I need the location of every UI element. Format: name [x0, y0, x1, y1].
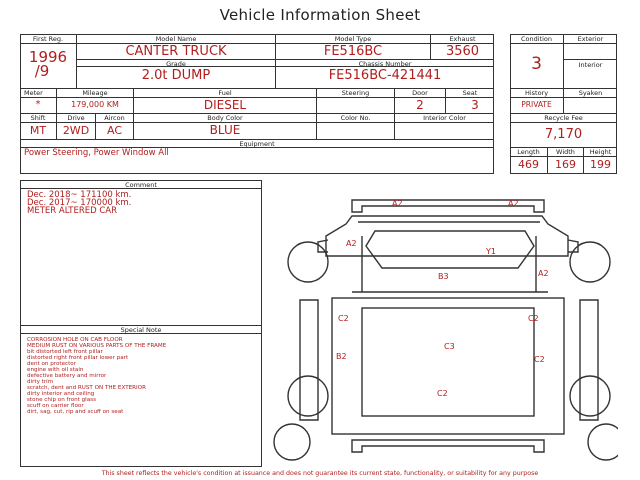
- first-reg-year: 1996: [28, 48, 68, 66]
- grade-label: Grade: [166, 59, 186, 68]
- mark-b3: B3: [438, 272, 449, 281]
- meter: *: [35, 99, 41, 110]
- door: 2: [416, 98, 424, 112]
- meter-label: Meter: [24, 89, 43, 97]
- special-note-line: defective battery and mirror: [27, 373, 107, 379]
- special-note-line: dirt, sag, cut, rip and scuff on seat: [27, 409, 124, 415]
- comment-line: Dec. 2017~ 170000 km.: [27, 198, 132, 208]
- special-note-line: CORROSION HOLE ON CAB FLOOR: [27, 337, 123, 343]
- condition-label: Condition: [520, 35, 553, 43]
- special-note-label: Special Note: [120, 326, 162, 334]
- history-label: History: [524, 89, 549, 97]
- model-type-label: Model Type: [334, 35, 372, 43]
- mark-c2-right-lower: C2: [534, 355, 545, 364]
- shift-label: Shift: [30, 114, 46, 122]
- width: 169: [555, 158, 576, 171]
- equipment-label: Equipment: [239, 140, 275, 148]
- mark-b2: B2: [336, 352, 347, 361]
- special-note-line: scratch, dent and RUST ON THE EXTERIOR: [27, 385, 146, 391]
- width-label: Width: [556, 148, 575, 156]
- mark-a2-front-right: A2: [508, 199, 519, 208]
- steering-label: Steering: [341, 89, 370, 97]
- exterior-label: Exterior: [577, 35, 604, 43]
- sheet-title: Vehicle Information Sheet: [219, 6, 421, 24]
- comment-line: Dec. 2018~ 171100 km.: [27, 190, 132, 200]
- interior-color-label: Interior Color: [423, 114, 466, 122]
- body-color-label: Body Color: [207, 114, 243, 122]
- chassis-label: Chassis Number: [358, 59, 412, 68]
- body-color: BLUE: [209, 123, 241, 137]
- length-label: Length: [517, 148, 540, 156]
- special-note-line: stone chip on front glass: [27, 397, 96, 403]
- mark-a2-front-left: A2: [392, 199, 403, 208]
- mark-a2-right: A2: [538, 269, 549, 278]
- mark-c2-right: C2: [528, 314, 539, 323]
- length: 469: [518, 158, 539, 171]
- aircon-label: Aircon: [104, 114, 125, 122]
- mileage-label: Mileage: [82, 89, 108, 97]
- special-note-line: bit distorted left front pillar: [27, 349, 103, 355]
- interior-label: Interior: [578, 61, 603, 69]
- condition-grade: 3: [531, 54, 542, 74]
- comment-line: METER ALTERED CAR: [27, 206, 117, 216]
- exhaust: 3560: [445, 44, 480, 59]
- syaken-label: Syaken: [578, 89, 603, 97]
- mark-c2-bottom: C2: [437, 389, 448, 398]
- comment-label: Comment: [125, 181, 157, 189]
- seat: 3: [471, 98, 479, 112]
- mark-a2-left: A2: [346, 239, 357, 248]
- first-reg-label: First Reg.: [32, 35, 64, 43]
- drive-label: Drive: [67, 114, 85, 122]
- mark-c2-left: C2: [338, 314, 349, 323]
- height: 199: [590, 158, 611, 171]
- truck-damage-diagram: [262, 180, 618, 470]
- height-label: Height: [589, 148, 612, 156]
- special-note-line: engine with oil stain: [27, 367, 84, 373]
- first-reg-month: /9: [34, 62, 50, 80]
- recycle-label: Recycle Fee: [544, 114, 583, 122]
- drive: 2WD: [62, 124, 90, 137]
- shift: MT: [29, 124, 47, 137]
- special-note-line: scuff on carrier floor: [27, 403, 84, 409]
- color-no-label: Color No.: [340, 114, 371, 122]
- history: PRIVATE: [521, 100, 552, 109]
- fuel-label: Fuel: [218, 89, 232, 97]
- special-note-line: dent on protector: [27, 361, 77, 367]
- model-type: FE516BC: [323, 44, 383, 59]
- grade: 2.0t DUMP: [141, 68, 211, 83]
- special-note-line: MEDIUM RUST ON VARIOUS PARTS OF THE FRAME: [27, 343, 167, 349]
- door-label: Door: [412, 89, 428, 97]
- recycle-fee: 7,170: [544, 127, 583, 142]
- model-name-label: Model Name: [155, 35, 197, 43]
- mileage: 179,000 KM: [71, 100, 119, 109]
- chassis-number: FE516BC-421441: [328, 68, 442, 83]
- mark-y1: Y1: [486, 247, 496, 256]
- exhaust-label: Exhaust: [449, 35, 476, 43]
- special-note-line: dirty interior and ceiling: [27, 391, 95, 397]
- disclaimer: This sheet reflects the vehicle's condition at issuance and does not guarantee its current state, functionality, or suitability for any purpose: [101, 470, 539, 477]
- seat-label: Seat: [462, 89, 478, 97]
- model-name: CANTER TRUCK: [125, 44, 227, 59]
- special-note-line: dirty trim: [27, 379, 54, 385]
- equipment: Power Steering, Power Window All: [24, 148, 169, 158]
- aircon: AC: [106, 124, 122, 137]
- special-note-line: distorted right front pillar lower part: [27, 355, 129, 361]
- fuel: DIESEL: [203, 98, 247, 112]
- mark-c3: C3: [444, 342, 455, 351]
